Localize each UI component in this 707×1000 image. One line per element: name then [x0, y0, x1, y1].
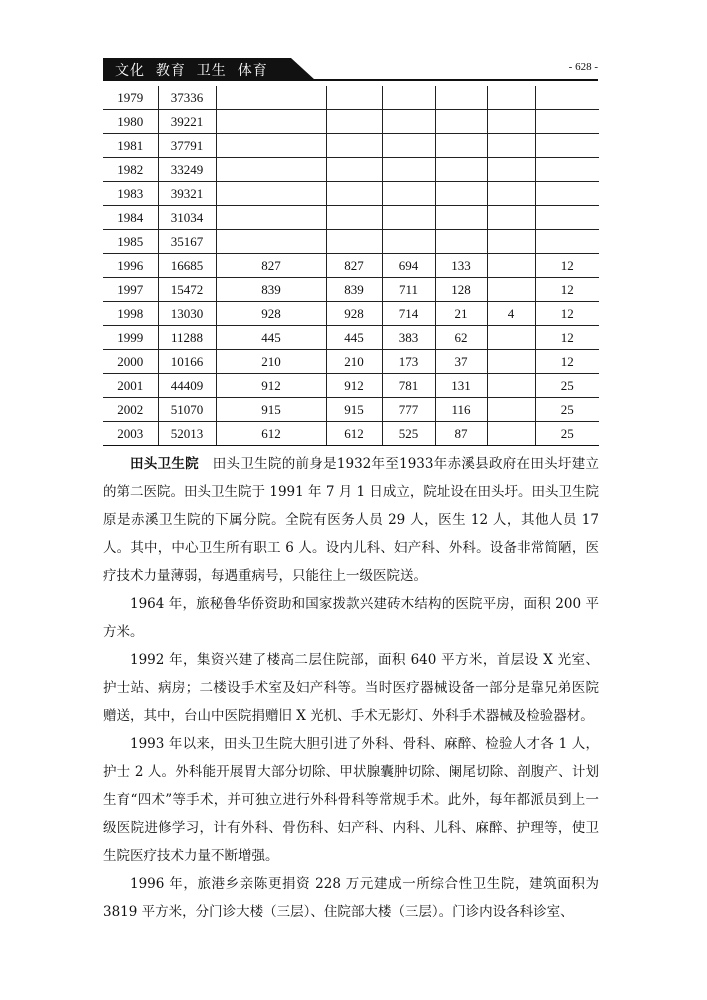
year-cell: 2001 — [103, 374, 158, 398]
table-row — [103, 230, 599, 254]
table-cell — [216, 158, 326, 182]
table-cell: 928 — [216, 302, 326, 326]
table-cell: 777 — [382, 398, 435, 422]
table-cell: 383 — [382, 326, 435, 350]
table-cell: 612 — [216, 422, 326, 446]
table-cell — [326, 86, 382, 110]
table-cell — [326, 110, 382, 134]
table-cell: 839 — [216, 278, 326, 302]
table-cell: 35167 — [158, 230, 216, 254]
year-cell: 1998 — [103, 302, 158, 326]
table-cell — [216, 86, 326, 110]
table-cell — [487, 206, 535, 230]
table-cell — [487, 254, 535, 278]
table-cell — [382, 110, 435, 134]
table-cell — [382, 206, 435, 230]
article-paragraph: 1992 年，集资兴建了楼高二层住院部，面积 640 平方米，首层设 X 光室、护士站、病房；二楼设手术室及妇产科等。当时医疗器械设备一部分是靠兄弟医院赠送，其中，台山中医院捐赠旧 X 光机、手术无影灯、外科手术器械及检验器材。 — [103, 652, 599, 724]
table-cell: 912 — [216, 374, 326, 398]
table-cell: 37336 — [158, 86, 216, 110]
table-cell: 839 — [326, 278, 382, 302]
table-row — [103, 278, 599, 302]
header-title: 文化 教育 卫生 体育 — [115, 63, 268, 79]
table-cell — [382, 182, 435, 206]
year-cell: 1980 — [103, 110, 158, 134]
table-cell: 52013 — [158, 422, 216, 446]
table-cell — [216, 110, 326, 134]
table-cell: 12 — [535, 302, 599, 326]
table-cell: 915 — [216, 398, 326, 422]
table-cell: 12 — [535, 254, 599, 278]
table-cell: 928 — [326, 302, 382, 326]
table-cell — [435, 230, 487, 254]
table-row — [103, 374, 599, 398]
table-cell — [487, 182, 535, 206]
table-cell: 87 — [435, 422, 487, 446]
table-row — [103, 158, 599, 182]
page-number: - 628 - — [568, 61, 598, 73]
table-cell — [487, 422, 535, 446]
table-cell: 51070 — [158, 398, 216, 422]
paragraph-text: 田头卫生院的前身是1932年至1933年赤溪县政府在田头圩建立的第二医院。田头卫生院于 1991 年 7 月 1 日成立，院址设在田头圩。田头卫生院原是赤溪卫生院的下属分院。全院有医务人员 29 人，医生 12 人，其他人员 17 人。其中，中心卫生所有职工 6 人。设内儿科、妇产科、外科。设备非常简陋，医疗技术力量薄弱，每遇重病号，只能往上一级医院送。 — [103, 456, 600, 584]
table-cell — [435, 86, 487, 110]
table-cell — [216, 230, 326, 254]
table-cell — [435, 134, 487, 158]
table-cell — [382, 158, 435, 182]
table-cell: 25 — [535, 374, 599, 398]
table-row — [103, 398, 599, 422]
table-cell: 210 — [326, 350, 382, 374]
table-cell — [535, 110, 599, 134]
table-cell — [487, 158, 535, 182]
table-cell — [487, 398, 535, 422]
table-cell: 39321 — [158, 182, 216, 206]
year-cell: 1984 — [103, 206, 158, 230]
table-cell — [535, 230, 599, 254]
page-header — [103, 58, 598, 80]
table-cell — [487, 374, 535, 398]
table-cell — [535, 206, 599, 230]
article-paragraph — [103, 450, 599, 590]
table-row — [103, 326, 599, 350]
table-cell: 33249 — [158, 158, 216, 182]
table-cell — [216, 134, 326, 158]
table-row — [103, 302, 599, 326]
table-row — [103, 134, 599, 158]
table-cell — [487, 278, 535, 302]
table-row — [103, 182, 599, 206]
table-cell: 62 — [435, 326, 487, 350]
table-cell: 12 — [535, 278, 599, 302]
year-cell: 1981 — [103, 134, 158, 158]
table-cell: 21 — [435, 302, 487, 326]
table-cell: 37 — [435, 350, 487, 374]
year-cell: 2000 — [103, 350, 158, 374]
header-rule — [103, 79, 598, 81]
table-cell: 827 — [216, 254, 326, 278]
article-paragraph: 1964 年，旅秘鲁华侨资助和国家拨款兴建砖木结构的医院平房，面积 200 平方米。 — [103, 596, 599, 640]
table-cell: 210 — [216, 350, 326, 374]
table-cell: 15472 — [158, 278, 216, 302]
statistics-table — [103, 86, 599, 446]
table-cell — [535, 182, 599, 206]
table-cell: 612 — [326, 422, 382, 446]
table-row — [103, 110, 599, 134]
table-cell — [326, 158, 382, 182]
table-cell: 694 — [382, 254, 435, 278]
article-body — [103, 450, 599, 926]
year-cell: 1983 — [103, 182, 158, 206]
table-cell: 912 — [326, 374, 382, 398]
table-cell — [326, 206, 382, 230]
table-cell: 525 — [382, 422, 435, 446]
article-paragraph: 1996 年，旅港乡亲陈更捐资 228 万元建成一所综合性卫生院，建筑面积为 3819 平方米，分门诊大楼（三层）、住院部大楼（三层）。门诊内设各科诊室、 — [103, 876, 599, 920]
table-cell — [487, 86, 535, 110]
table-cell — [382, 86, 435, 110]
table-cell — [326, 230, 382, 254]
year-cell: 1985 — [103, 230, 158, 254]
table-cell: 714 — [382, 302, 435, 326]
table-cell: 13030 — [158, 302, 216, 326]
table-cell: 16685 — [158, 254, 216, 278]
table-cell: 173 — [382, 350, 435, 374]
table-cell: 445 — [216, 326, 326, 350]
table-cell: 4 — [487, 302, 535, 326]
article-paragraph: 1993 年以来，田头卫生院大胆引进了外科、骨科、麻醉、检验人才各 1 人，护士 2 人。外科能开展胃大部分切除、甲状腺囊肿切除、阑尾切除、剖腹产、计划生育“四术”等手术，并可独立进行外科骨科等常规手术。此外，每年都派员到上一级医院进修学习，计有外科、骨伤科、妇产科、内科、儿科、麻醉、护理等，使卫生院医疗技术力量不断增强。 — [103, 736, 599, 864]
table-cell — [326, 182, 382, 206]
year-cell: 1997 — [103, 278, 158, 302]
table-cell — [435, 110, 487, 134]
year-cell: 2002 — [103, 398, 158, 422]
table-cell — [435, 182, 487, 206]
table-cell: 781 — [382, 374, 435, 398]
table-cell: 133 — [435, 254, 487, 278]
table-cell: 445 — [326, 326, 382, 350]
year-cell: 1982 — [103, 158, 158, 182]
table-cell: 31034 — [158, 206, 216, 230]
table-cell: 131 — [435, 374, 487, 398]
table-cell: 128 — [435, 278, 487, 302]
table-cell: 711 — [382, 278, 435, 302]
table-cell: 915 — [326, 398, 382, 422]
table-cell: 10166 — [158, 350, 216, 374]
table-cell — [487, 110, 535, 134]
table-cell — [435, 206, 487, 230]
table-cell — [216, 182, 326, 206]
table-cell — [487, 326, 535, 350]
table-cell — [382, 230, 435, 254]
table-cell: 11288 — [158, 326, 216, 350]
table-cell — [216, 206, 326, 230]
table-cell — [487, 134, 535, 158]
year-cell: 1996 — [103, 254, 158, 278]
table-row — [103, 206, 599, 230]
table-cell — [535, 86, 599, 110]
table-cell: 12 — [535, 326, 599, 350]
year-cell: 1999 — [103, 326, 158, 350]
table-cell: 44409 — [158, 374, 216, 398]
table-cell: 37791 — [158, 134, 216, 158]
table-cell — [535, 134, 599, 158]
table-cell — [326, 134, 382, 158]
table-cell — [435, 158, 487, 182]
table-cell — [382, 134, 435, 158]
table-row — [103, 86, 599, 110]
table-cell: 827 — [326, 254, 382, 278]
section-heading: 田头卫生院 — [130, 456, 199, 472]
table-cell: 25 — [535, 398, 599, 422]
table-row — [103, 422, 599, 446]
year-cell: 2003 — [103, 422, 158, 446]
table-cell — [487, 230, 535, 254]
table-row — [103, 350, 599, 374]
year-cell: 1979 — [103, 86, 158, 110]
table-cell — [487, 350, 535, 374]
table-cell: 25 — [535, 422, 599, 446]
table-cell: 116 — [435, 398, 487, 422]
table-cell: 39221 — [158, 110, 216, 134]
table-row — [103, 254, 599, 278]
table-cell — [535, 158, 599, 182]
table-cell: 12 — [535, 350, 599, 374]
